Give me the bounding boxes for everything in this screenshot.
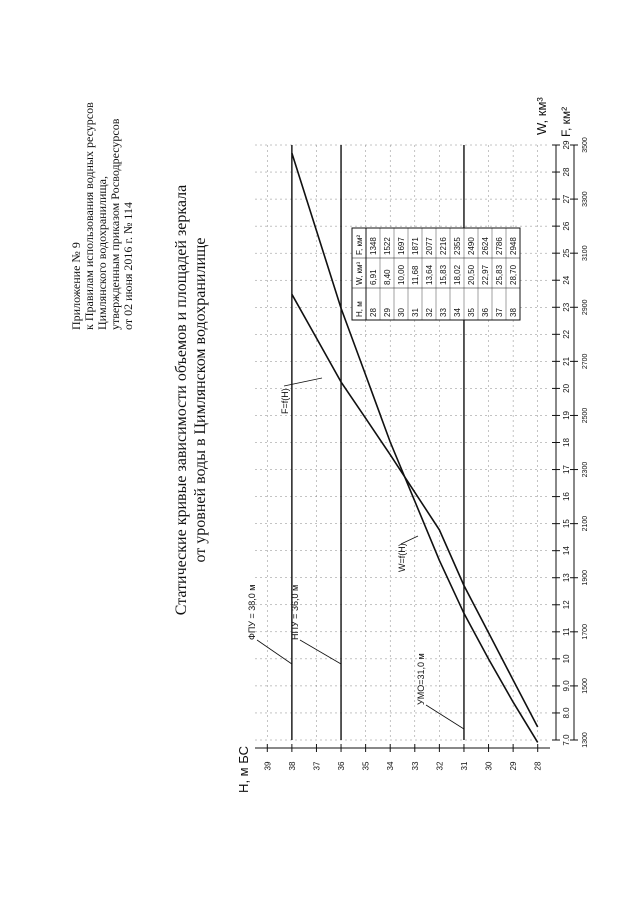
w-axis-title: W, км³ [534,97,549,135]
series-label-f: F=f(H) [280,388,290,414]
f-tick-label: 1500 [582,678,589,694]
w-tick-label: 14 [562,546,571,556]
table-cell: 2216 [439,237,448,255]
table-cell: 6,91 [369,269,378,285]
f-tick-label: 2100 [582,515,589,532]
table-cell: 31 [411,308,420,317]
table-cell: 28 [369,308,378,317]
table-cell: 1522 [383,237,392,255]
table-cell: 2948 [509,237,518,255]
w-tick-label: 20 [562,383,571,393]
level-label: УМО=31,0 м [416,653,426,705]
series-leader [401,536,418,544]
level-label: НПУ = 36,0 м [290,584,300,640]
f-tick-label: 2700 [582,353,589,370]
f-tick-label: 1700 [582,624,589,640]
table-header: Н, м [355,301,364,317]
table-cell: 22,97 [481,264,490,285]
w-tick-label: 22 [562,329,571,339]
w-tick-label: 9.0 [562,680,571,692]
h-tick-label: 30 [484,761,494,771]
w-tick-label: 13 [562,573,571,583]
w-tick-label: 26 [562,221,571,231]
table-cell: 37 [495,308,504,317]
h-tick-label: 34 [386,761,396,771]
f-axis-title: F, км² [559,106,573,137]
w-tick-label: 23 [562,302,571,312]
w-tick-label: 19 [562,411,571,420]
w-tick-label: 18 [562,438,571,447]
table-cell: 29 [383,308,392,317]
w-tick-label: 12 [562,600,571,610]
appendix-line: утвержденным приказом Росводресурсов [108,118,122,330]
data-table [352,228,520,320]
appendix-line: Цимлянского водохранилища, [95,176,109,330]
h-tick-label: 33 [410,761,420,771]
h-tick-label: 39 [263,761,273,771]
table-cell: 13,64 [425,264,434,285]
table-cell: 2786 [495,237,504,255]
w-tick-label: 25 [562,248,571,258]
h-tick-label: 28 [533,761,543,771]
level-leader [257,640,292,664]
table-cell: 8,40 [383,269,392,285]
appendix-line: к Правилам использования водных ресурсов [82,102,96,330]
level-leader [426,705,464,729]
table-cell: 25,83 [495,264,504,285]
h-axis-title: Н, м БС [236,746,251,793]
h-tick-label: 38 [287,761,297,771]
w-tick-label: 21 [562,356,571,366]
table-cell: 10,00 [397,264,406,285]
w-tick-label: 15 [562,519,571,529]
table-cell: 1697 [397,237,406,255]
table-header: W, км³ [355,261,364,285]
table-cell: 18,02 [453,264,462,285]
f-tick-label: 2500 [582,407,589,424]
f-tick-label: 2900 [582,299,589,316]
series-label-w: W=f(H) [397,543,407,572]
w-tick-label: 29 [562,140,571,150]
table-cell: 2624 [481,237,490,255]
table-cell: 32 [425,308,434,317]
table-cell: 36 [481,308,490,317]
w-tick-label: 28 [562,167,571,177]
table-cell: 33 [439,308,448,317]
w-tick-label: 10 [562,654,571,664]
table-cell: 2077 [425,237,434,255]
h-tick-label: 35 [361,761,371,771]
w-tick-label: 11 [562,627,571,636]
h-tick-label: 32 [435,761,445,771]
f-tick-label: 3100 [582,245,589,261]
axis-labels [236,97,589,793]
appendix-line: от 02 июня 2016 г. № 114 [121,202,135,330]
table-cell: 2355 [453,237,462,255]
table-cell: 11,68 [411,265,420,285]
table-cell: 35 [467,308,476,317]
title-line: от уровней воды в Цимлянском водохранилище [192,237,209,563]
table-cell: 2490 [467,237,476,255]
title-line: Статические кривые зависимости объемов и площадей зеркала [173,184,190,616]
table-header: F, км² [355,234,364,255]
table-cell: 1348 [369,237,378,255]
table-cell: 1871 [411,237,420,255]
h-tick-label: 37 [312,761,322,771]
f-tick-label: 3500 [582,137,589,153]
table-cell: 15,83 [439,264,448,285]
level-leader [300,640,341,664]
level-label: ФПУ = 38,0 м [247,584,257,640]
f-tick-label: 1300 [582,732,589,748]
table-cell: 34 [453,308,462,317]
table-cell: 28,70 [509,264,518,285]
f-tick-label: 3300 [582,191,589,207]
table-cell: 20,50 [467,264,476,285]
h-tick-label: 36 [337,761,347,771]
f-tick-label: 1900 [582,569,589,586]
f-tick-label: 2300 [582,461,589,478]
appendix-line: Приложение № 9 [69,242,83,330]
w-tick-label: 24 [562,275,571,285]
w-tick-label: 8.0 [562,707,571,719]
h-tick-label: 29 [509,761,519,771]
h-tick-label: 31 [459,761,469,771]
w-tick-label: 7.0 [562,734,571,746]
table-cell: 30 [397,308,406,317]
w-tick-label: 27 [562,194,571,204]
w-tick-label: 16 [562,492,571,502]
table-cell: 38 [509,308,518,317]
w-tick-label: 17 [562,465,571,474]
